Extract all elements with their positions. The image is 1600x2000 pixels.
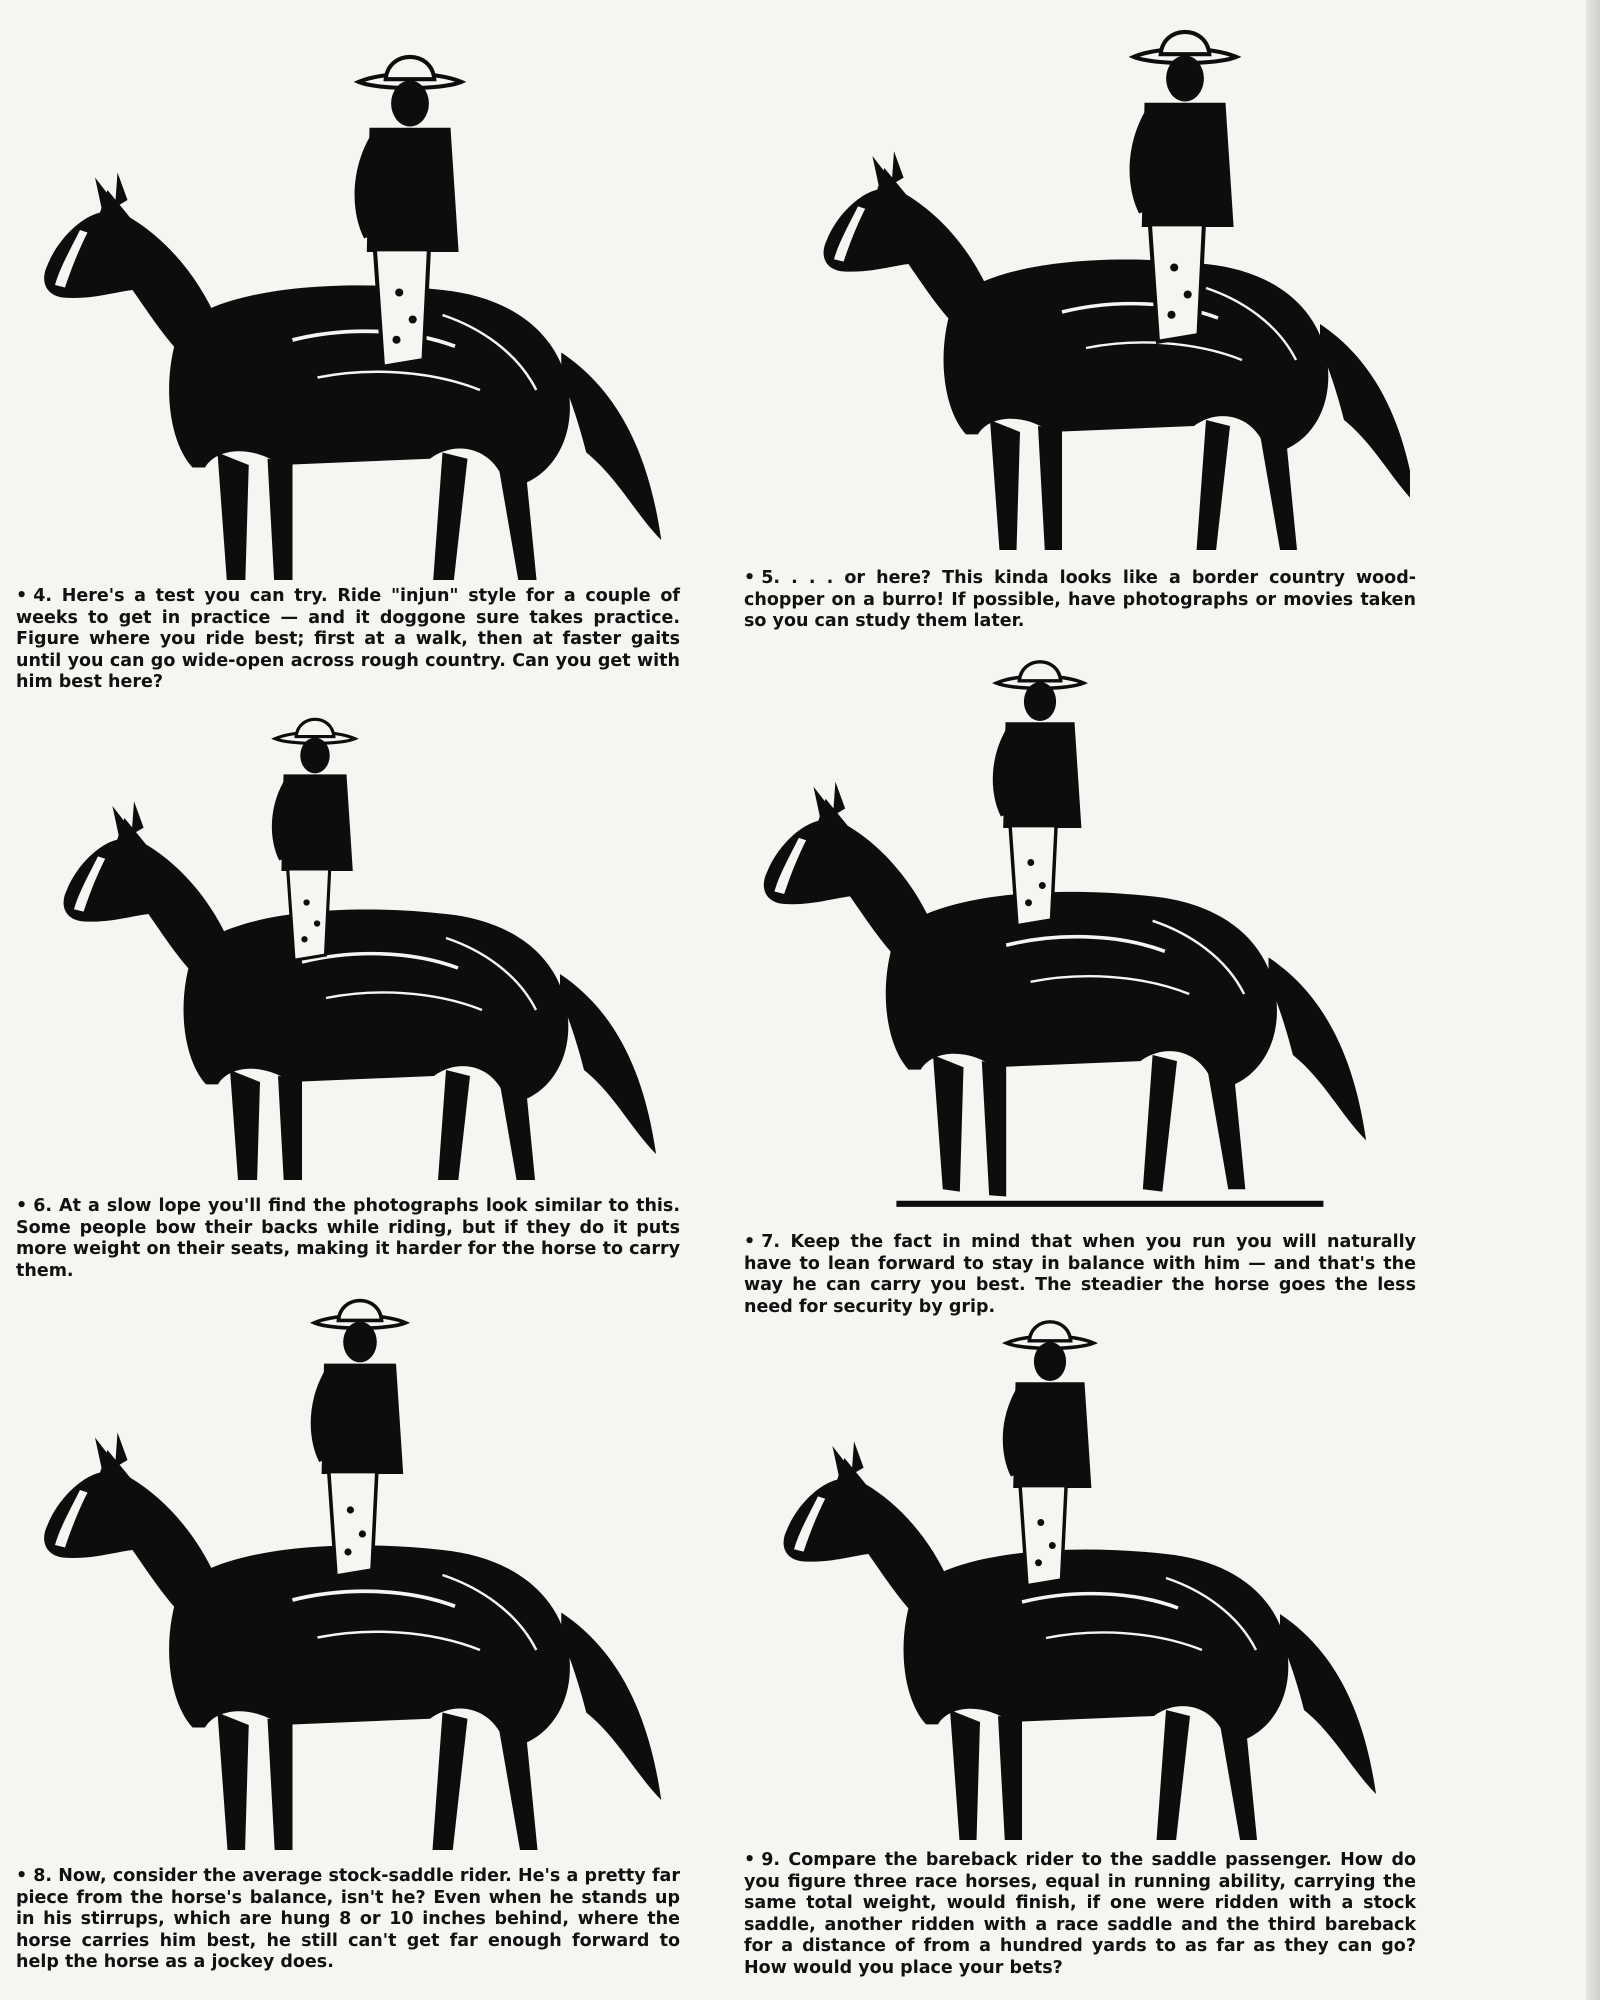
illustration-6	[40, 700, 680, 1180]
caption-4: • 4. Here's a test you can try. Ride "injun" style for a couple of weeks to get in practice — and it doggone sure takes practice. Figure where you ride best; first at a walk, then at faster gaits until you can go wide-open across rough country. Can you get with him best here?	[16, 586, 680, 692]
caption-7: • 7. Keep the fact in mind that when you run you will naturally have to lean forward to stay in balance with him — and that's the way he can carry you best. The steadier the horse goes the less need for security by grip.	[744, 1232, 1416, 1317]
caption-6: • 6. At a slow lope you'll find the photographs look similar to this. Some people bow their backs while riding, but if they do it puts more weight on their seats, making it harder for the horse to carry them.	[16, 1196, 680, 1281]
illustration-7	[740, 650, 1400, 1210]
caption-5: • 5. . . . or here? This kinda looks like a border country wood-chopper on a burro! If possible, have photographs or movies taken so you can study them later.	[744, 568, 1416, 631]
illustration-9	[760, 1320, 1400, 1840]
caption-8: • 8. Now, consider the average stock-saddle rider. He's a pretty far piece from the horse's balance, isn't he? Even when he stands up in his stirrups, which are hung 8 or 10 inches behind, where the horse carries him best, he still can't get far enough forward to help the horse as a jockey does.	[16, 1866, 680, 1972]
illustration-5	[790, 10, 1410, 550]
illustration-4	[20, 20, 680, 580]
page-edge	[1586, 0, 1600, 2000]
illustration-8	[20, 1290, 680, 1850]
caption-9: • 9. Compare the bareback rider to the saddle passenger. How do you figure three race horses, equal in running ability, carrying the same total weight, would finish, if one were ridden with a stock saddle, another ridden with a race saddle and the third bareback for a distance of from a hundred yards to as far as they can go? How would you place your bets?	[744, 1850, 1416, 1978]
